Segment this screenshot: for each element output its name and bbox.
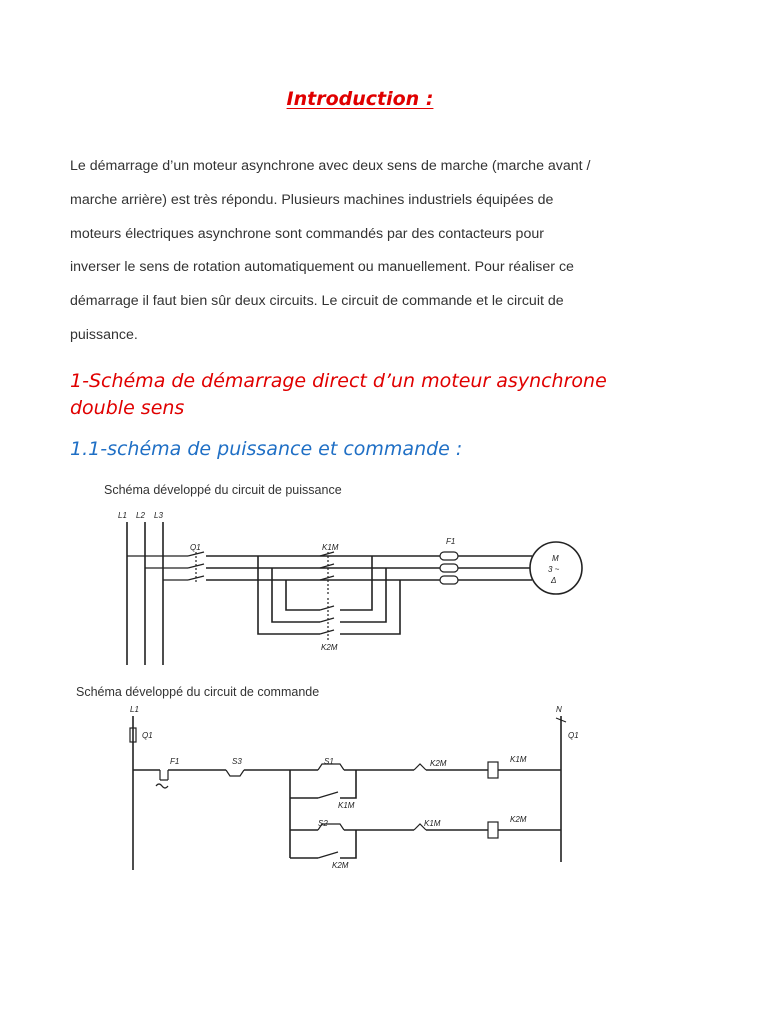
label-k1m-coil: K1M <box>510 755 527 764</box>
paragraph-line: moteurs électriques asynchrone sont commandés par des contacteurs pour <box>70 225 544 242</box>
label-k2m-coil: K2M <box>510 815 527 824</box>
label-k1m-hold: K1M <box>338 801 355 810</box>
control-diagram-caption: Schéma développé du circuit de commande <box>76 685 320 699</box>
s3-stop-button <box>226 770 244 776</box>
paragraph-line: puissance. <box>70 326 138 343</box>
k1m-hold-wire <box>290 770 356 798</box>
f1-thermal-relay <box>440 552 458 584</box>
k2m-coil <box>488 822 498 838</box>
paragraph-line: démarrage il faut bien sûr deux circuits. Le circuit de commande et le circuit de <box>70 293 564 310</box>
label-l1: L1 <box>118 511 127 520</box>
label-f1-control: F1 <box>170 757 180 766</box>
k2m-hold-contact <box>318 852 338 858</box>
label-q1-right: Q1 <box>568 731 579 740</box>
label-s1: S1 <box>324 757 334 766</box>
reverse-loop-3 <box>286 580 320 610</box>
k2m-contacts <box>320 598 334 640</box>
control-circuit-diagram <box>76 685 579 870</box>
label-k1m-interlock: K1M <box>424 819 441 828</box>
label-l3: L3 <box>154 511 163 520</box>
label-q1-left: Q1 <box>142 731 153 740</box>
motor-delta-label: Δ <box>551 576 557 585</box>
label-q1: Q1 <box>190 543 201 552</box>
power-circuit-diagram <box>104 483 582 665</box>
k2m-interlock-contact <box>414 764 426 770</box>
k2m-hold-wire <box>290 830 356 858</box>
k1m-hold-contact <box>318 792 338 798</box>
reverse-return-1 <box>340 556 372 610</box>
label-k2m-hold: K2M <box>332 861 349 870</box>
label-l2: L2 <box>136 511 145 520</box>
label-l1-control: L1 <box>130 705 139 714</box>
paragraph-line: marche arrière) est très répondu. Plusieurs machines industriels équipées de <box>70 191 554 208</box>
k1m-coil <box>488 762 498 778</box>
power-diagram-caption: Schéma développé du circuit de puissance <box>104 483 342 497</box>
label-n: N <box>556 705 562 714</box>
label-k1m: K1M <box>322 543 339 552</box>
motor-phase-label: 3 ~ <box>548 565 560 574</box>
label-k2m-interlock: K2M <box>430 759 447 768</box>
k1m-contacts <box>320 552 334 596</box>
label-s3: S3 <box>232 757 242 766</box>
reverse-return-3 <box>340 580 400 634</box>
paragraph-line: inverser le sens de rotation automatiquement ou manuellement. Pour réaliser ce <box>70 259 574 276</box>
section-heading-line: 1-Schéma de démarrage direct d’un moteur asynchrone <box>70 370 607 392</box>
label-f1: F1 <box>446 537 456 546</box>
subsection-heading: 1.1-schéma de puissance et commande : <box>70 438 463 460</box>
label-s2: S2 <box>318 819 328 828</box>
f1-contact <box>156 770 168 788</box>
motor-label: M <box>552 554 559 563</box>
page-title: Introduction : <box>286 88 434 110</box>
paragraph-line: Le démarrage d’un moteur asynchrone avec deux sens de marche (marche avant / <box>70 158 591 174</box>
section-heading-line: double sens <box>70 397 185 419</box>
reverse-loop-2 <box>272 568 320 622</box>
q1-switch <box>127 552 204 582</box>
label-k2m: K2M <box>321 643 338 652</box>
reverse-return-2 <box>340 568 386 622</box>
